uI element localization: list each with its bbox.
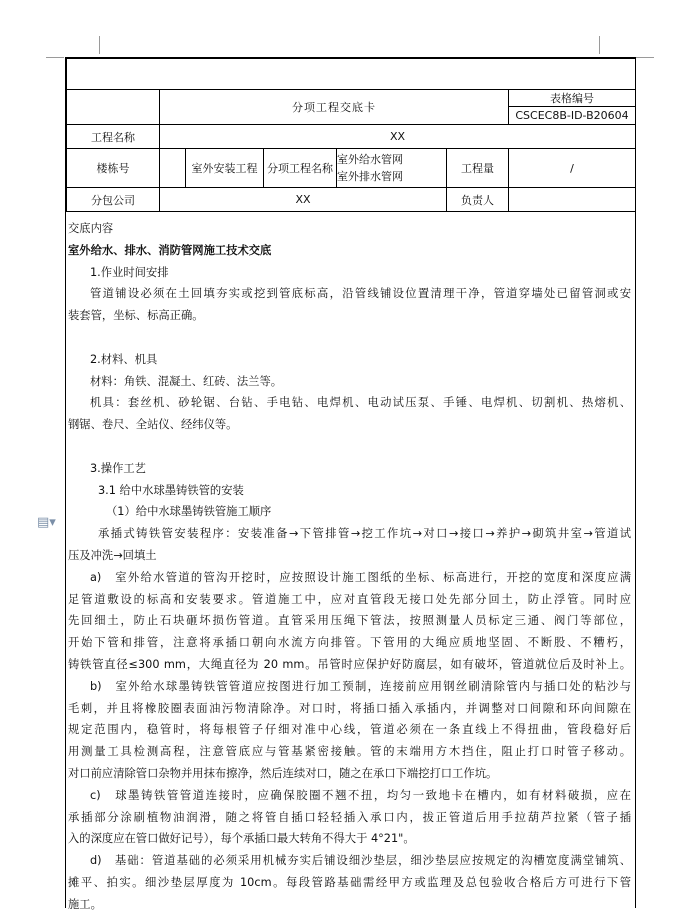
paragraph-line: 铸铁管直径≤300 mm，大绳直径为 20 mm。吊管时应保护好防腐层，如有破坏，管道就位后及时补上。 (68, 657, 631, 671)
paragraph-line: 对口前应清除管口杂物并用抹布擦净，然后连续对口，随之在承口下端挖打口工作坑。 (68, 766, 498, 780)
crop-mark (99, 36, 100, 54)
building-label: 楼栋号 (67, 149, 160, 188)
content-body (68, 218, 631, 916)
paragraph-line: 钢锯、卷尺、全站仪、经纬仪等。 (68, 418, 238, 432)
quantity-label: 工程量 (447, 149, 509, 188)
crop-mark (46, 57, 64, 58)
subsection-title: 3.1 给中水球墨铸铁管的安装 (98, 483, 244, 497)
paragraph-line: d) 基础：管道基础的必须采用机械夯实后铺设细沙垫层，细沙垫层应按规定的沟槽宽度满堂铺筑、 (90, 854, 631, 868)
paragraph-line: 压及冲洗→回填土 (68, 548, 157, 562)
paragraph-line: 开始下管和排管，注意将承插口朝向水流方向排管。下管用的大绳应质地坚固、不断股、不糟朽， (68, 636, 631, 650)
quantity: / (509, 149, 636, 188)
form-no: CSCEC8B-ID-B20604 (509, 107, 636, 125)
responsible-label: 负责人 (447, 188, 509, 212)
blank-line (68, 436, 631, 458)
paragraph-line: 承插式铸铁管安装程序：安装准备→下管排管→挖工作坑→对口→接口→养护→砌筑井室→管道试 (98, 527, 631, 541)
blank-row (67, 59, 636, 90)
subcontractor: XX (160, 188, 447, 212)
blank-cell (67, 90, 160, 125)
paragraph-line: 先回细土，防止石块砸坏损伤管道。直管采用压绳下管法，按照测量人员标定三通、阀门等部位， (68, 614, 631, 628)
main-title: 室外给水、排水、消防管网施工技术交底 (68, 243, 272, 257)
section-title: 2.材料、机具 (90, 352, 158, 366)
handover-card (65, 57, 636, 911)
document-icon[interactable]: ▤▾ (37, 515, 56, 530)
subitem-label: 分项工程名称 (264, 149, 337, 188)
paragraph-line: 装套管，坐标、标高正确。 (68, 309, 204, 323)
paragraph-line: 入的深度应在管口做好记号），每个承插口最大转角不得大于 4°21"。 (68, 832, 415, 846)
paragraph-line: 施工。 (68, 897, 102, 911)
subcontractor-label: 分包公司 (67, 188, 160, 212)
crop-mark (636, 57, 654, 58)
paragraph-line: b) 室外给水球墨铸铁管管道应按图进行加工预制，连接前应用钢丝刷清除管内与插口处的粘沙与 (90, 679, 631, 693)
project-name-label: 工程名称 (67, 125, 160, 149)
subitem-2: 室外排水管网 (337, 170, 403, 183)
paragraph-line: 承插部分涂刷植物油润滑，随之将管自插口轻轻插入承口内，拔正管道后用手拉葫芦拉紧（管子插 (68, 810, 631, 824)
paragraph-line: 规定范围内，稳管时，将每根管子仔细对准中心线，管道必须在一条直线上不得扭曲，管段稳好后 (68, 723, 631, 737)
building-value (160, 149, 186, 188)
section-title: 3.操作工艺 (90, 461, 146, 475)
crop-mark (599, 36, 600, 54)
form-no-label: 表格编号 (509, 90, 636, 107)
paragraph-line: 管道铺设必须在土回填夯实或挖到管底标高，沿管线铺设位置清理干净，管道穿墙处已留管洞或安 (90, 287, 631, 301)
project-name: XX (160, 125, 636, 149)
paragraph-line: 摊平、拍实。细沙垫层厚度为 10cm。每段管路基础需经甲方或监理及总包验收合格后方可进行下管 (68, 875, 631, 889)
paragraph-line: 机具：套丝机、砂轮锯、台钻、手电钻、电焊机、电动试压泵、手锤、电焊机、切割机、热熔机、 (90, 396, 631, 410)
subitem-1: 室外给水管网 (337, 153, 403, 166)
card-title: 分项工程交底卡 (160, 90, 509, 125)
header-table (66, 58, 636, 212)
paragraph-line: 足管道敷设的标高和安装要求。管道施工中，应对直管段无接口处先部分回土，防止浮管。同时应 (68, 592, 631, 606)
section-title: 1.作业时间安排 (90, 265, 169, 279)
work-type: 室外安装工程 (186, 149, 264, 188)
paragraph-line: 毛刺，并且将橡胶圈表面油污物清除净。对口时，将插口插入承插内，并调整对口间隙和环向间隙在 (68, 701, 631, 715)
blank-line (68, 327, 631, 349)
content-heading: 交底内容 (68, 222, 114, 235)
paragraph-line: c) 球墨铸铁管管道连接时，应确保胶圈不翘不扭，均匀一致地卡在槽内，如有材料破损，应在 (90, 788, 631, 802)
paragraph-line: a) 室外给水管道的管沟开挖时，应按照设计施工图纸的坐标、标高进行，开挖的宽度和深度应满 (90, 570, 631, 584)
responsible (509, 188, 636, 212)
paragraph-line: 用测量工具检测高程，注意管底应与管基紧密接触。管的末端用方木挡住，阻止打口时管子移动。 (68, 745, 631, 759)
subitem-names (337, 149, 447, 188)
paragraph-line: 材料：角铁、混凝土、红砖、法兰等。 (90, 374, 283, 388)
subsection-title: （1）给中水球墨铸铁管施工顺序 (106, 505, 272, 519)
